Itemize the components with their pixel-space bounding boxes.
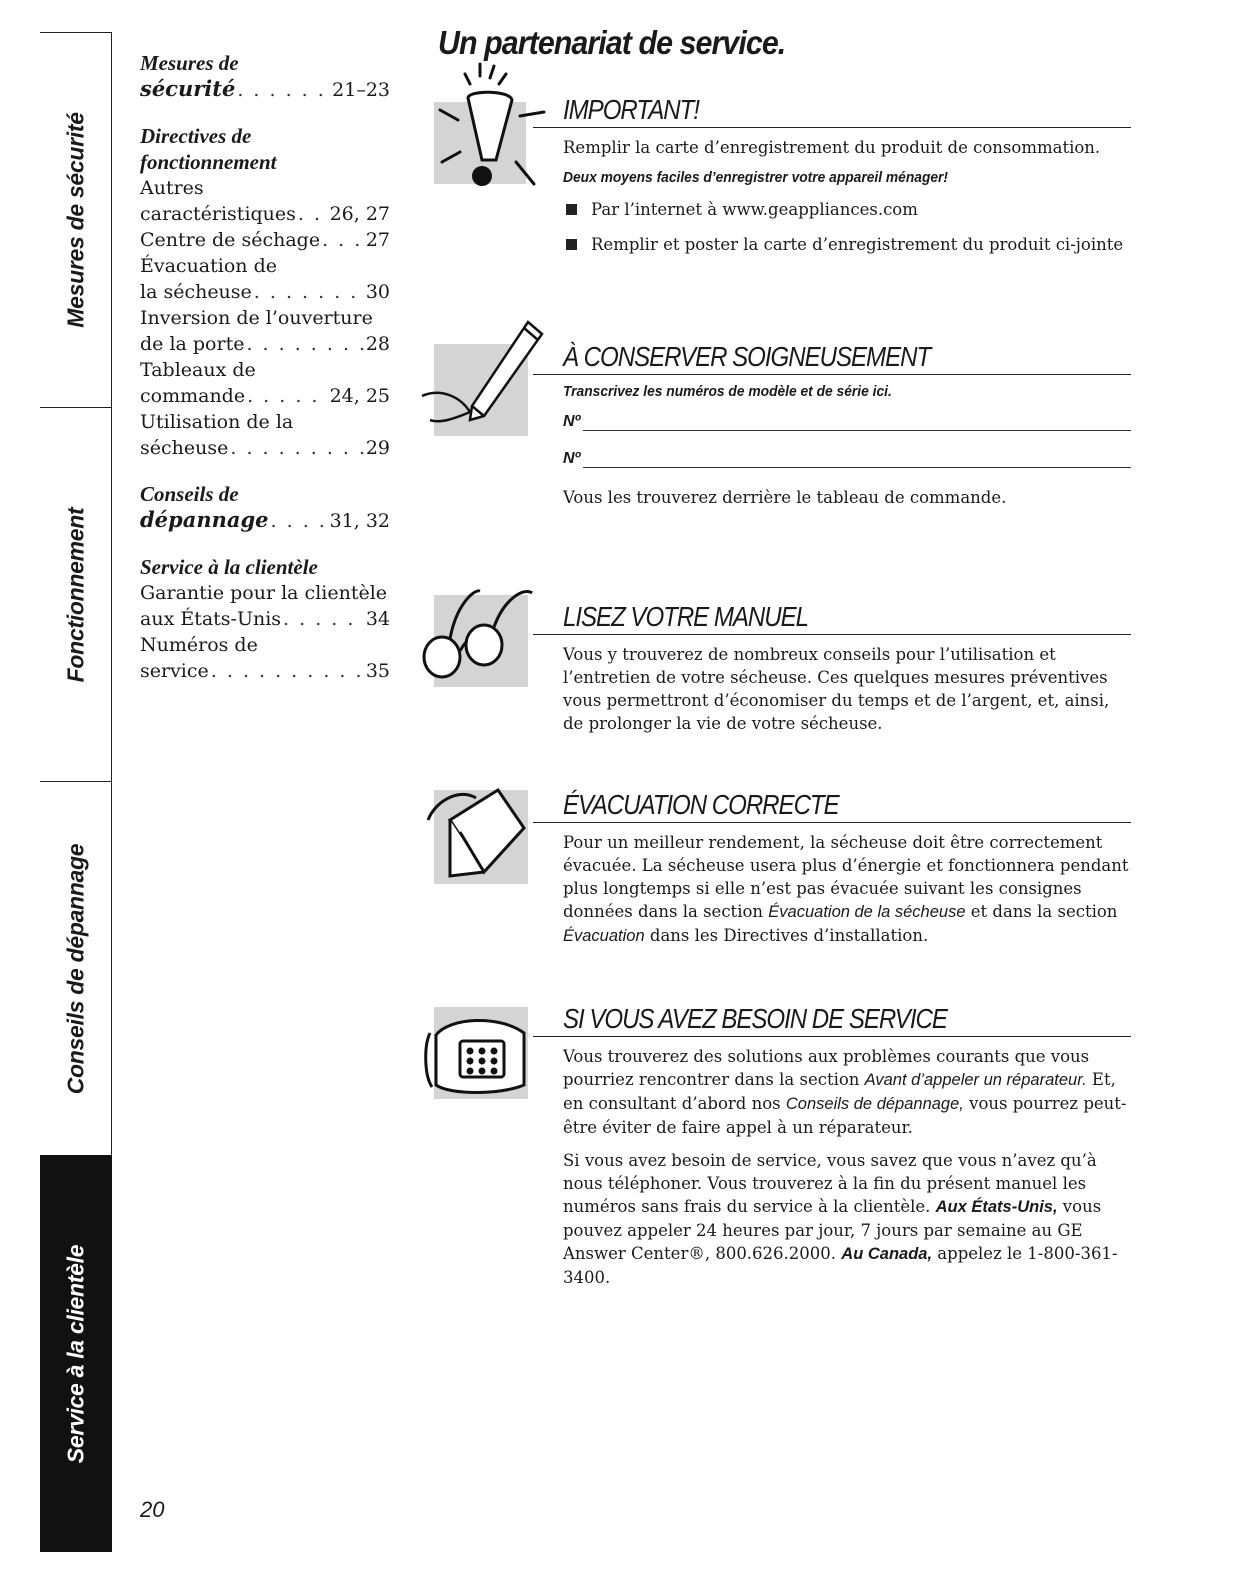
- service-section: [563, 1002, 1131, 1299]
- toc-entry[interactable]: [140, 331, 390, 357]
- tab-label: Conseils de dépannage: [62, 843, 89, 1095]
- leader-dots: [298, 201, 328, 227]
- tab-label: Mesures de sécurité: [62, 111, 89, 328]
- toc-entry[interactable]: [140, 279, 390, 305]
- section-reference: Évacuation: [563, 927, 645, 945]
- tab-label: Service à la clientèle: [62, 1244, 89, 1463]
- body-text: [563, 1149, 1131, 1289]
- toc-heading: fonctionnement: [140, 150, 277, 174]
- section-reference: Avant d’appeler un réparateur.: [864, 1071, 1087, 1089]
- page-title: Un partenariat de service.: [438, 24, 786, 61]
- toc-entry[interactable]: [140, 76, 390, 103]
- text-run: vous pouvez appeler 24 heures par jour, 7 jours par semaine au GE Answer Center®, 800.626.2000.: [563, 1197, 1102, 1263]
- toc-page: 27: [365, 229, 390, 251]
- body-text: Vous les trouverez derrière le tableau de commande.: [563, 488, 1007, 507]
- important-section: [563, 93, 1131, 268]
- leader-dots: [211, 658, 364, 684]
- toc-section-securite: [140, 50, 390, 103]
- pencil-icon: [420, 312, 560, 442]
- leader-dots: [254, 279, 364, 305]
- leader-dots: [230, 435, 363, 461]
- registration-list: [563, 198, 1131, 256]
- toc-page: 35: [365, 660, 390, 682]
- section-tabs: [40, 32, 113, 1552]
- section-reference: Évacuation de la sécheuse: [768, 903, 966, 921]
- field-line[interactable]: [583, 449, 1131, 468]
- table-of-contents: [140, 50, 390, 704]
- toc-entry-label: de la porte: [140, 333, 245, 355]
- toc-entry-label: commande: [140, 385, 246, 407]
- evacuation-section: [563, 788, 1131, 958]
- leader-dots: [271, 508, 328, 534]
- toc-page: 34: [365, 608, 390, 630]
- text-run: dans les Directives d’installation.: [644, 926, 929, 945]
- tab-fonctionnement[interactable]: [40, 407, 112, 782]
- telephone-icon: [420, 1005, 560, 1105]
- field-label: Nº: [563, 450, 581, 467]
- subheading: Transcrivez les numéros de modèle et de série ici.: [563, 383, 892, 400]
- list-item-text: Remplir et poster la carte d’enregistrement du produit ci-jointe: [591, 235, 1124, 254]
- heading-rule: [533, 822, 1131, 823]
- toc-entry[interactable]: [140, 383, 390, 409]
- toc-section-fonctionnement: [140, 123, 390, 461]
- model-number-field[interactable]: [563, 412, 1131, 431]
- toc-heading: Conseils de: [140, 482, 239, 506]
- section-reference: Conseils de dépannage,: [785, 1095, 964, 1113]
- toc-entry[interactable]: [140, 606, 390, 632]
- subheading: Deux moyens faciles d’enregistrer votre appareil ménager!: [563, 169, 949, 186]
- text-run: Si vous avez besoin de service, vous savez que vous n’avez qu’à nous téléphoner. Vous trouverez à la fin du présent manuel les numéros sans frais du service à la clientèle.: [563, 1151, 1097, 1216]
- text-run: vous pourrez peut-être éviter de faire appel à un réparateur.: [563, 1094, 1127, 1137]
- toc-page: 28: [365, 333, 390, 355]
- toc-line: Évacuation de: [140, 255, 277, 277]
- list-item: [563, 198, 1131, 221]
- toc-page: 30: [365, 281, 390, 303]
- body-text: Remplir la carte d’enregistrement du produit de consommation.: [563, 138, 1101, 157]
- section-heading: IMPORTANT!: [563, 94, 699, 125]
- leader-dots: [283, 606, 364, 632]
- emphasis: Au Canada,: [841, 1245, 933, 1263]
- field-label: Nº: [563, 413, 581, 430]
- eyeglasses-icon: [420, 585, 560, 695]
- toc-entry[interactable]: [140, 507, 390, 534]
- toc-line: Inversion de l’ouverture: [140, 307, 373, 329]
- toc-line: Autres: [140, 177, 204, 199]
- toc-page: 29: [365, 437, 390, 459]
- toc-entry[interactable]: [140, 227, 390, 253]
- list-item: [563, 233, 1131, 256]
- text-run: et dans la section: [965, 902, 1118, 921]
- toc-entry-label: dépannage: [140, 507, 269, 532]
- serial-number-field[interactable]: [563, 449, 1131, 468]
- bullet-square: [566, 239, 577, 250]
- leader-dots: [246, 331, 363, 357]
- toc-heading: Mesures de: [140, 51, 239, 75]
- section-heading: LISEZ VOTRE MANUEL: [563, 601, 809, 632]
- toc-page: 26, 27: [329, 203, 390, 225]
- body-text: [563, 831, 1131, 948]
- section-heading: À CONSERVER SOIGNEUSEMENT: [563, 341, 931, 372]
- toc-heading: Directives de: [140, 124, 252, 148]
- heading-rule: [533, 374, 1131, 375]
- toc-entry-label: service: [140, 660, 209, 682]
- toc-entry-label: Centre de séchage: [140, 229, 321, 251]
- toc-entry-label: sécurité: [140, 76, 236, 101]
- text-run: Pour un meilleur rendement, la sécheuse doit être correctement évacuée. La sécheuse usera plus d’énergie et fonctionnera pendant plus longtemps si elle n’est pas évacuée suivant les consignes données dans la section: [563, 833, 1129, 921]
- toc-section-service: [140, 554, 390, 684]
- vent-hood-icon: [420, 780, 560, 890]
- toc-page: 24, 25: [329, 385, 390, 407]
- toc-line: Tableaux de: [140, 359, 256, 381]
- toc-line: Utilisation de la: [140, 411, 294, 433]
- toc-line: Garantie pour la clientèle: [140, 582, 388, 604]
- text-run: Vous trouverez des solutions aux problèmes courants que vous pourriez rencontrer dans la section: [563, 1047, 1090, 1089]
- section-heading: ÉVACUATION CORRECTE: [563, 789, 839, 820]
- field-line[interactable]: [583, 412, 1131, 431]
- tab-conseils-de-depannage[interactable]: [40, 781, 112, 1156]
- toc-heading: Service à la clientèle: [140, 555, 318, 579]
- leader-dots: [322, 227, 364, 253]
- conserver-section: [563, 340, 1131, 519]
- text-run: Et, en consultant d’abord nos: [563, 1070, 1116, 1113]
- leader-dots: [247, 383, 327, 409]
- toc-entry-label: caractéristiques: [140, 203, 296, 225]
- manuel-section: [563, 600, 1131, 745]
- toc-section-depannage: [140, 481, 390, 534]
- toc-entry-label: sécheuse: [140, 437, 229, 459]
- body-text: Vous y trouverez de nombreux conseils pour l’utilisation et l’entretien de votre sécheuse. Ces quelques mesures préventives vous permettront d’économiser du temps et de l’argent, et, ainsi, de prolonger la vie de votre sécheuse.: [563, 645, 1110, 733]
- toc-entry-label: la sécheuse: [140, 281, 252, 303]
- tab-mesures-de-securite[interactable]: [40, 32, 112, 407]
- leader-dots: [237, 77, 330, 103]
- heading-rule: [533, 634, 1131, 635]
- bullet-square: [566, 204, 577, 215]
- toc-entry[interactable]: [140, 201, 390, 227]
- toc-entry[interactable]: [140, 435, 390, 461]
- heading-rule: [533, 127, 1131, 128]
- emphasis: Aux États-Unis,: [935, 1198, 1058, 1216]
- page-number: 20: [140, 1497, 165, 1522]
- toc-entry-label: aux États-Unis: [140, 608, 282, 630]
- tab-service-a-la-clientele[interactable]: [40, 1155, 112, 1552]
- section-heading: SI VOUS AVEZ BESOIN DE SERVICE: [563, 1003, 947, 1034]
- text-run: appelez le 1-800-361-3400.: [563, 1244, 1118, 1287]
- toc-line: Numéros de: [140, 634, 258, 656]
- heading-rule: [533, 1036, 1131, 1037]
- tab-label: Fonctionnement: [62, 507, 89, 683]
- toc-page: 21–23: [332, 79, 390, 101]
- list-item-text: Par l’internet à www.geappliances.com: [591, 200, 918, 219]
- toc-page: 31, 32: [329, 510, 390, 532]
- body-text: [563, 1045, 1131, 1139]
- toc-entry[interactable]: [140, 658, 390, 684]
